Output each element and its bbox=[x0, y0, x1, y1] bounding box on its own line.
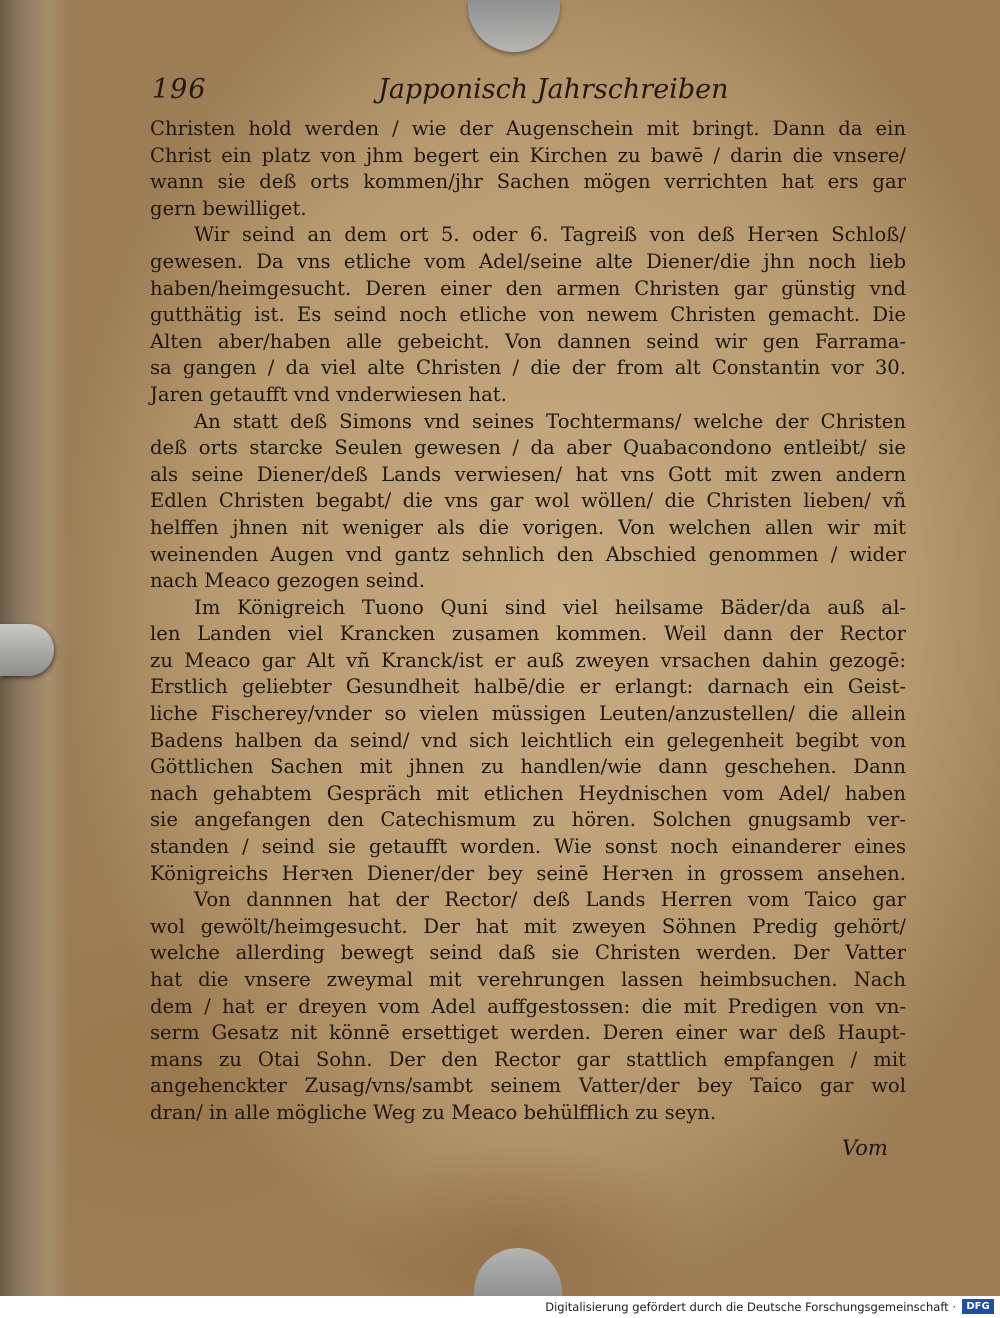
text-line: Christ ein platz von jhm begert ein Kirchen zu bawē / darin die vnsere/ bbox=[150, 143, 906, 167]
text-line: An statt deß Simons vnd seines Tochtermans/ welche der Christen bbox=[194, 409, 906, 433]
catchword: Vom bbox=[842, 1136, 888, 1160]
text-line: Von dannnen hat der Rector/ deß Lands Herren vom Taico gar bbox=[194, 888, 906, 912]
text-line: nach Meaco gezogen seind. bbox=[150, 569, 426, 593]
footer bbox=[0, 1296, 1000, 1318]
text-line: wann sie deß orts kommen/jhr Sachen mögen verrichten hat ers gar bbox=[150, 170, 906, 194]
body-text bbox=[150, 116, 906, 1127]
running-title: Japponisch Jahrschreiben bbox=[378, 74, 729, 105]
text-line: nach gehabtem Gespräch mit etlichen Heydnischen vom Adel/ haben bbox=[150, 781, 906, 805]
text-line: Erstlich geliebter Gesundheit halbē/die er erlangt: darnach ein Geist- bbox=[150, 675, 906, 699]
footer-credit: Digitalisierung gefördert durch die Deutsche Forschungsgemeinschaft · bbox=[545, 1300, 956, 1314]
text-line: standen / seind sie getaufft worden. Wie sonst noch einanderer eines bbox=[150, 835, 906, 859]
text-line: dem / hat er dreyen vom Adel auffgestossen: die mit Predigen von vn- bbox=[150, 994, 906, 1018]
text-line: als seine Diener/deß Lands verwiesen/ hat vns Gott mit zwen andern bbox=[150, 462, 906, 486]
text-line: Wir seind an dem ort 5. oder 6. Tagreiß von deß Herꝛen Schloß/ bbox=[194, 223, 906, 247]
text-line: len Landen viel Krancken zusamen kommen. Weil dann der Rector bbox=[150, 622, 906, 646]
text-line: wol gewölt/heimgesucht. Der hat mit zweyen Söhnen Predig gehört/ bbox=[150, 914, 906, 938]
text-line: welche allerding bewegt seind daß sie Christen werden. Der Vatter bbox=[150, 941, 906, 965]
text-line: Badens halben da seind/ vnd sich leichtlich ein gelegenheit begibt von bbox=[150, 728, 906, 752]
text-line: liche Fischerey/vnder so vielen müssigen Leuten/anzustellen/ die allein bbox=[150, 702, 906, 726]
text-line: hat die vnsere zweymal mit verehrungen lassen heimbsuchen. Nach bbox=[150, 968, 906, 991]
text-line: angehenckter Zusag/vns/sambt seinem Vatter/der bey Taico gar wol bbox=[150, 1074, 906, 1098]
text-line: Christen hold werden / wie der Augenschein mit bringt. Dann da ein bbox=[150, 117, 906, 140]
text-line: deß orts starcke Seulen gewesen / da aber Quabacondono entleibt/ sie bbox=[150, 436, 906, 460]
text-line: gewesen. Da vns etliche vom Adel/seine alte Diener/die jhn noch lieb bbox=[150, 249, 906, 273]
text-line: helffen jhnen nit weniger als die vorigen. Von welchen allen wir mit bbox=[150, 515, 906, 539]
text-line: zu Meaco gar Alt vñ Kranck/ist er auß zweyen vrsachen dahin gezogē: bbox=[150, 648, 906, 672]
text-line: sie angefangen den Catechismum zu hören. Solchen gnugsamb ver- bbox=[150, 808, 906, 832]
text-line: gern bewilliget. bbox=[150, 196, 307, 220]
text-line: Im Königreich Tuono Quni sind viel heilsame Bäder/da auß al- bbox=[194, 595, 906, 619]
clasp-top bbox=[468, 0, 560, 52]
text-line: haben/heimgesucht. Deren einer den armen Christen gar günstig vnd bbox=[150, 276, 906, 300]
text-line: gutthätig ist. Es seind noch etliche von newem Christen gemacht. Die bbox=[150, 303, 906, 327]
page-number: 196 bbox=[152, 74, 207, 105]
clasp-left bbox=[0, 624, 54, 676]
page-header bbox=[152, 74, 902, 114]
text-line: serm Gesatz nit könnē ersettiget werden. Deren einer war deß Haupt- bbox=[150, 1021, 906, 1045]
text-line: Göttlichen Sachen mit jhnen zu handlen/wie dann geschehen. Dann bbox=[150, 755, 906, 779]
text-line: dran/ in alle mögliche Weg zu Meaco behülfflich zu seyn. bbox=[150, 1100, 717, 1124]
text-line: Alten aber/haben alle gebeicht. Von dannen seind wir gen Farrama- bbox=[150, 329, 906, 353]
text-line: Jaren getaufft vnd vnderwiesen hat. bbox=[150, 382, 507, 406]
dfg-logo-icon: DFG bbox=[962, 1299, 994, 1314]
text-line: Edlen Christen begabt/ die vns gar wol wöllen/ die Christen lieben/ vñ bbox=[150, 489, 906, 513]
text-line: Königreichs Herꝛen Diener/der bey seinē Herꝛen in grossem ansehen. bbox=[150, 861, 906, 885]
text-line: mans zu Otai Sohn. Der den Rector gar stattlich empfangen / mit bbox=[150, 1047, 906, 1071]
text-line: sa gangen / da viel alte Christen / die der from alt Constantin vor 30. bbox=[150, 356, 906, 380]
clasp-bottom bbox=[474, 1248, 562, 1296]
text-line: weinenden Augen vnd gantz sehnlich den Abschied genommen / wider bbox=[150, 542, 906, 566]
